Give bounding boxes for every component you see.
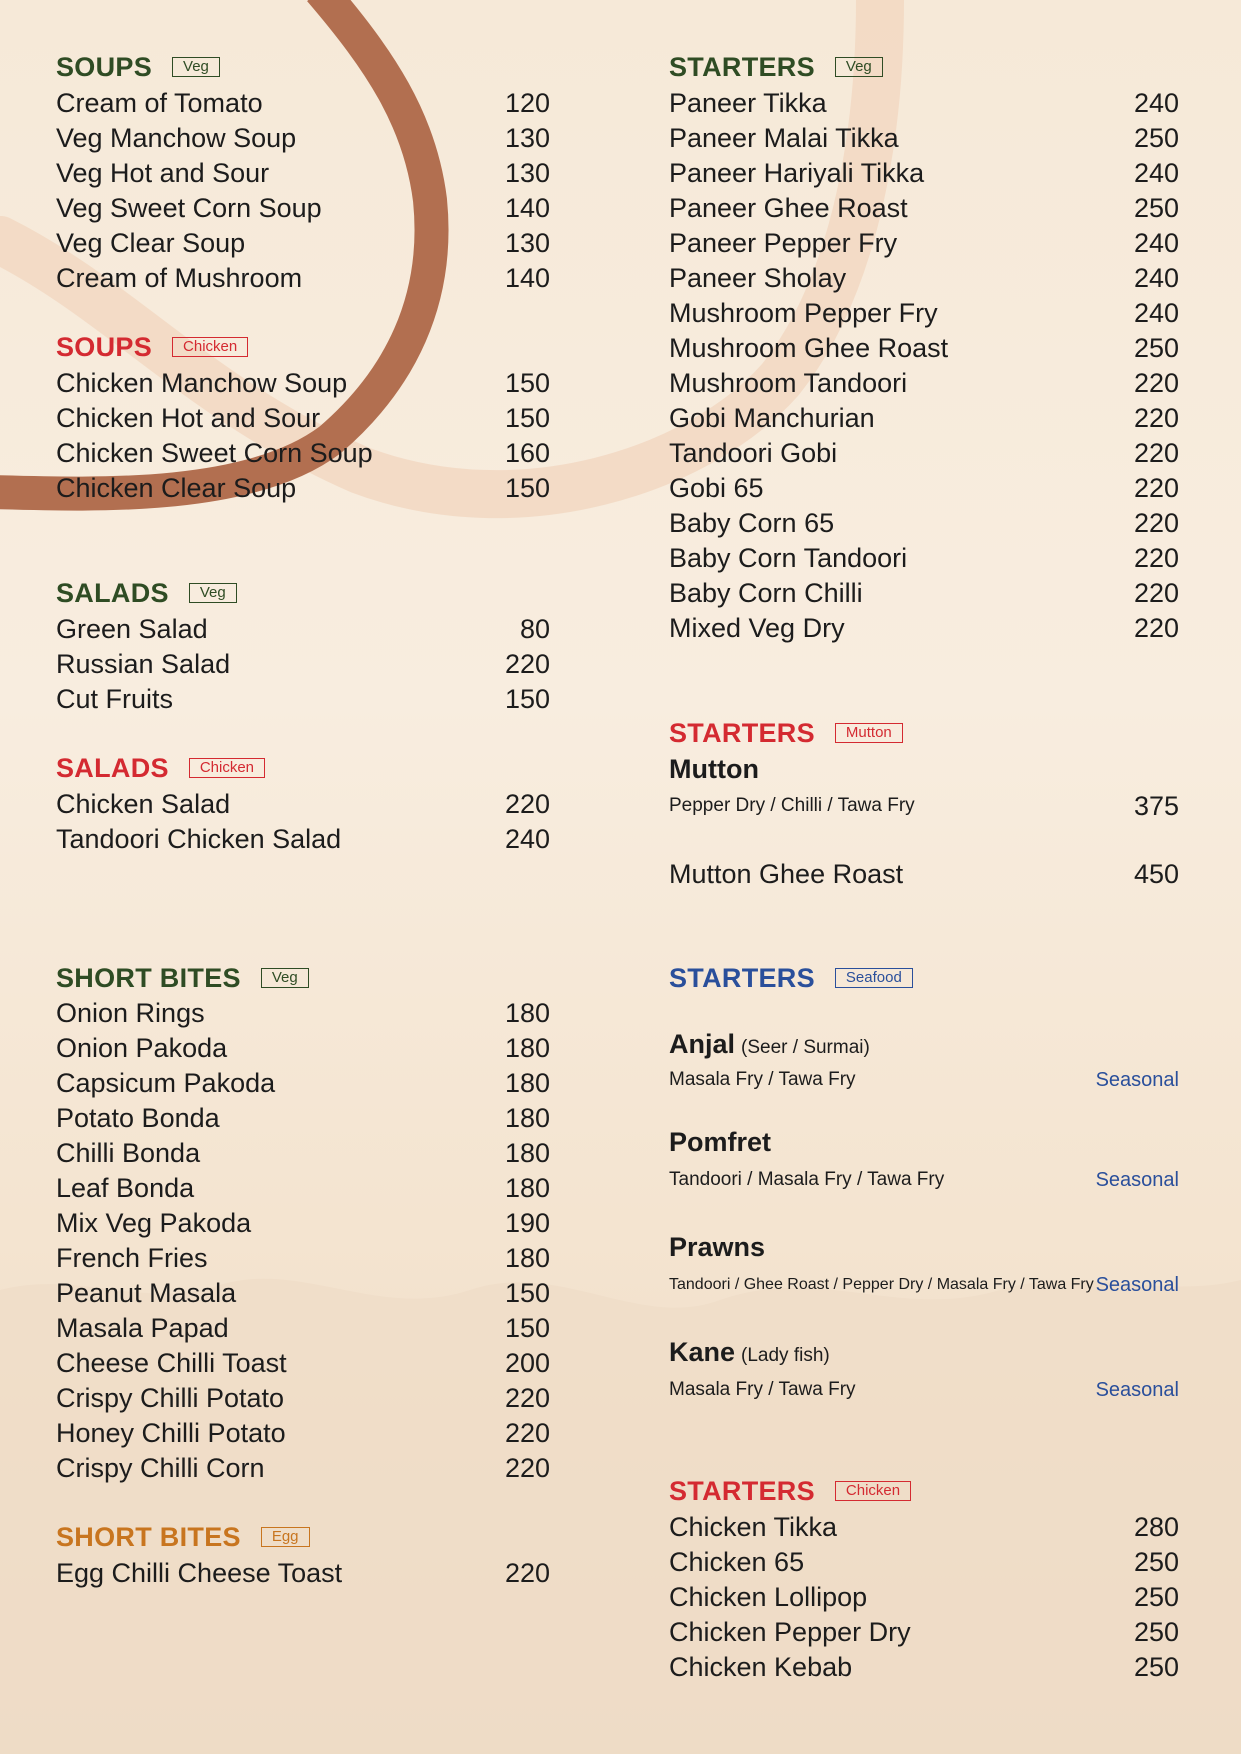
section-title: SOUPS xyxy=(56,52,153,82)
item-name: Leaf Bonda xyxy=(56,1173,195,1203)
mutton-tag: Mutton xyxy=(835,723,903,743)
section-heading-starters-mutton xyxy=(669,718,903,748)
item-price: 130 xyxy=(504,228,550,258)
item-name: Paneer Sholay xyxy=(669,263,847,293)
menu-item xyxy=(56,87,550,119)
item-price: 250 xyxy=(1133,1617,1179,1647)
menu-item xyxy=(56,472,550,504)
item-name: Paneer Pepper Fry xyxy=(669,228,898,258)
section-heading-starters-veg xyxy=(669,52,883,82)
item-name: Green Salad xyxy=(56,614,208,644)
fish-styles-pomfret xyxy=(669,1168,1179,1192)
item-price: 130 xyxy=(504,123,550,153)
menu-item xyxy=(56,1242,550,1274)
item-name: Egg Chilli Cheese Toast xyxy=(56,1558,343,1588)
item-name: Crispy Chilli Potato xyxy=(56,1383,285,1413)
menu-item xyxy=(56,683,550,715)
item-price: 250 xyxy=(1133,1547,1179,1577)
item-price: 140 xyxy=(504,263,550,293)
fish-name: Anjal xyxy=(669,1029,736,1059)
section-title: SALADS xyxy=(56,753,169,783)
item-name: Potato Bonda xyxy=(56,1103,220,1133)
menu-item xyxy=(669,1546,1179,1578)
item-price: 220 xyxy=(1133,543,1179,573)
item-name: Onion Rings xyxy=(56,998,205,1028)
item-price: 250 xyxy=(1133,123,1179,153)
item-price: 220 xyxy=(1133,578,1179,608)
menu-item xyxy=(56,367,550,399)
section-heading-soups-chicken xyxy=(56,332,248,362)
item-price: 450 xyxy=(1133,859,1179,889)
section-heading-short-bites-veg xyxy=(56,963,309,993)
menu-item xyxy=(56,1207,550,1239)
item-price: 240 xyxy=(1133,263,1179,293)
fish-price: Seasonal xyxy=(1095,1069,1179,1091)
item-price: 220 xyxy=(504,1383,550,1413)
menu-item xyxy=(669,612,1179,644)
item-price: 180 xyxy=(504,1068,550,1098)
item-price: 180 xyxy=(504,1103,550,1133)
menu-item xyxy=(56,1382,550,1414)
section-title: STARTERS xyxy=(669,718,815,748)
item-name: Capsicum Pakoda xyxy=(56,1068,276,1098)
item-name: Mixed Veg Dry xyxy=(669,613,845,643)
menu-item xyxy=(56,1032,550,1064)
item-name: Veg Sweet Corn Soup xyxy=(56,193,322,223)
item-price: 180 xyxy=(504,1033,550,1063)
item-name: Chicken Pepper Dry xyxy=(669,1617,911,1647)
fish-styles-prawns xyxy=(669,1273,1179,1297)
item-name: Chicken Clear Soup xyxy=(56,473,297,503)
item-name: Chicken Tikka xyxy=(669,1512,838,1542)
menu-item xyxy=(669,1581,1179,1613)
menu-item xyxy=(669,157,1179,189)
fish-name-kane xyxy=(669,1336,830,1372)
menu-item xyxy=(669,227,1179,259)
item-name: Masala Papad xyxy=(56,1313,229,1343)
fish-note: (Lady fish) xyxy=(741,1345,830,1366)
item-name: Chicken Salad xyxy=(56,789,231,819)
item-name: Mutton Ghee Roast xyxy=(669,859,904,889)
section-heading-salads-chicken xyxy=(56,753,265,783)
item-price: 220 xyxy=(504,1453,550,1483)
seafood-tag: Seafood xyxy=(835,968,913,988)
item-price: 80 xyxy=(519,614,550,644)
item-name: Chicken Lollipop xyxy=(669,1582,868,1612)
menu-item xyxy=(669,192,1179,224)
menu-item-mutton-styles xyxy=(669,791,1179,821)
fish-price: Seasonal xyxy=(1095,1169,1179,1191)
item-price: 240 xyxy=(504,824,550,854)
item-price: 240 xyxy=(1133,228,1179,258)
section-heading-salads-veg xyxy=(56,578,237,608)
menu-item xyxy=(56,1417,550,1449)
item-name: Onion Pakoda xyxy=(56,1033,228,1063)
item-price: 375 xyxy=(1133,791,1179,821)
item-name: Tandoori Chicken Salad xyxy=(56,824,342,854)
section-title: SHORT BITES xyxy=(56,1522,241,1552)
item-price: 250 xyxy=(1133,1652,1179,1682)
menu-item xyxy=(56,1172,550,1204)
item-name: Tandoori Gobi xyxy=(669,438,838,468)
item-name: Honey Chilli Potato xyxy=(56,1418,286,1448)
item-name: Paneer Malai Tikka xyxy=(669,123,899,153)
section-heading-short-bites-egg xyxy=(56,1522,310,1552)
veg-tag: Veg xyxy=(835,57,883,77)
menu-item xyxy=(56,648,550,680)
item-name: Cheese Chilli Toast xyxy=(56,1348,287,1378)
item-name: Cut Fruits xyxy=(56,684,174,714)
item-price: 180 xyxy=(504,998,550,1028)
section-title: SHORT BITES xyxy=(56,963,241,993)
menu-item xyxy=(56,823,550,855)
menu-item xyxy=(56,227,550,259)
item-name: French Fries xyxy=(56,1243,208,1273)
veg-tag: Veg xyxy=(261,968,309,988)
item-price: 220 xyxy=(504,1558,550,1588)
item-price: 140 xyxy=(504,193,550,223)
fish-styles: Tandoori / Masala Fry / Tawa Fry xyxy=(669,1169,945,1190)
item-name: Veg Manchow Soup xyxy=(56,123,297,153)
menu-item xyxy=(56,788,550,820)
item-price: 220 xyxy=(1133,613,1179,643)
item-price: 150 xyxy=(504,684,550,714)
item-name: Gobi Manchurian xyxy=(669,403,875,433)
fish-name: Pomfret xyxy=(669,1127,772,1157)
item-price: 150 xyxy=(504,403,550,433)
section-title: SALADS xyxy=(56,578,169,608)
item-name: Cream of Tomato xyxy=(56,88,263,118)
item-price: 120 xyxy=(504,88,550,118)
menu-item xyxy=(56,402,550,434)
item-name: Baby Corn Chilli xyxy=(669,578,863,608)
item-price: 180 xyxy=(504,1173,550,1203)
item-price: 160 xyxy=(504,438,550,468)
item-price: 250 xyxy=(1133,333,1179,363)
menu-item xyxy=(56,1312,550,1344)
item-price: 220 xyxy=(504,1418,550,1448)
item-price: 220 xyxy=(1133,438,1179,468)
fish-name: Kane xyxy=(669,1337,736,1367)
menu-item xyxy=(56,122,550,154)
chicken-tag: Chicken xyxy=(835,1481,911,1501)
item-name: Mushroom Tandoori xyxy=(669,368,908,398)
section-title: STARTERS xyxy=(669,52,815,82)
item-price: 150 xyxy=(504,473,550,503)
menu-item xyxy=(56,437,550,469)
item-price: 280 xyxy=(1133,1512,1179,1542)
item-name: Paneer Tikka xyxy=(669,88,827,118)
menu-item xyxy=(669,1651,1179,1683)
fish-styles: Tandoori / Ghee Roast / Pepper Dry / Masala Fry / Tawa Fry xyxy=(669,1276,1094,1293)
item-price: 150 xyxy=(504,368,550,398)
chicken-tag: Chicken xyxy=(172,337,248,357)
menu-item xyxy=(669,332,1179,364)
item-price: 180 xyxy=(504,1138,550,1168)
fish-styles: Masala Fry / Tawa Fry xyxy=(669,1379,856,1400)
menu-item xyxy=(56,1452,550,1484)
item-price: 220 xyxy=(1133,368,1179,398)
menu-item xyxy=(56,262,550,294)
item-price: 180 xyxy=(504,1243,550,1273)
fish-price: Seasonal xyxy=(1095,1274,1179,1296)
item-name: Gobi 65 xyxy=(669,473,764,503)
fish-styles-anjal xyxy=(669,1068,1179,1092)
fish-name-prawns xyxy=(669,1231,765,1263)
menu-item xyxy=(669,437,1179,469)
section-title: STARTERS xyxy=(669,963,815,993)
menu-item xyxy=(56,1067,550,1099)
section-title: SOUPS xyxy=(56,332,153,362)
item-name: Chicken Kebab xyxy=(669,1652,853,1682)
menu-item xyxy=(669,367,1179,399)
item-price: 240 xyxy=(1133,158,1179,188)
menu-item xyxy=(669,542,1179,574)
item-name: Baby Corn Tandoori xyxy=(669,543,908,573)
menu-item xyxy=(669,1511,1179,1543)
menu-item xyxy=(669,87,1179,119)
item-name: Peanut Masala xyxy=(56,1278,237,1308)
menu-item xyxy=(669,122,1179,154)
fish-name-anjal xyxy=(669,1028,870,1064)
menu-item xyxy=(669,262,1179,294)
item-price: 220 xyxy=(1133,473,1179,503)
item-name: Russian Salad xyxy=(56,649,231,679)
item-price: 240 xyxy=(1133,88,1179,118)
item-name: Crispy Chilli Corn xyxy=(56,1453,265,1483)
item-name: Chicken Sweet Corn Soup xyxy=(56,438,373,468)
fish-price: Seasonal xyxy=(1095,1379,1179,1401)
item-name: Cream of Mushroom xyxy=(56,263,303,293)
menu-item-mutton-ghee-roast xyxy=(669,858,1179,890)
item-name: Mix Veg Pakoda xyxy=(56,1208,252,1238)
menu-item xyxy=(669,577,1179,609)
item-price: 150 xyxy=(504,1278,550,1308)
item-price: 190 xyxy=(504,1208,550,1238)
item-name: Chicken Hot and Sour xyxy=(56,403,321,433)
section-heading-starters-chicken xyxy=(669,1476,911,1506)
veg-tag: Veg xyxy=(189,583,237,603)
egg-tag: Egg xyxy=(261,1527,310,1547)
item-name: Chicken 65 xyxy=(669,1547,805,1577)
menu-item xyxy=(669,472,1179,504)
menu-item xyxy=(56,997,550,1029)
chicken-tag: Chicken xyxy=(189,758,265,778)
fish-name-pomfret xyxy=(669,1126,771,1158)
item-price: 220 xyxy=(1133,403,1179,433)
item-price: 220 xyxy=(504,649,550,679)
menu-item xyxy=(56,613,550,645)
fish-styles-kane xyxy=(669,1378,1179,1402)
item-name: Mushroom Pepper Fry xyxy=(669,298,938,328)
fish-name: Prawns xyxy=(669,1232,766,1262)
item-name: Paneer Ghee Roast xyxy=(669,193,908,223)
mutton-heading: Mutton xyxy=(669,754,759,784)
item-price: 250 xyxy=(1133,193,1179,223)
fish-styles: Masala Fry / Tawa Fry xyxy=(669,1069,856,1090)
menu-item xyxy=(669,402,1179,434)
menu-item xyxy=(56,1557,550,1589)
section-heading-soups-veg xyxy=(56,52,220,82)
veg-tag: Veg xyxy=(172,57,220,77)
menu-item xyxy=(669,1616,1179,1648)
item-name: Paneer Hariyali Tikka xyxy=(669,158,925,188)
item-price: 220 xyxy=(1133,508,1179,538)
menu-item xyxy=(669,297,1179,329)
item-name: Baby Corn 65 xyxy=(669,508,835,538)
item-price: 240 xyxy=(1133,298,1179,328)
item-name: Mushroom Ghee Roast xyxy=(669,333,949,363)
item-name: Chilli Bonda xyxy=(56,1138,201,1168)
menu-item xyxy=(56,1347,550,1379)
item-price: 220 xyxy=(504,789,550,819)
menu-item xyxy=(56,157,550,189)
item-price: 250 xyxy=(1133,1582,1179,1612)
menu-item xyxy=(56,1137,550,1169)
menu-item xyxy=(669,507,1179,539)
menu-item xyxy=(56,192,550,224)
menu-item xyxy=(56,1102,550,1134)
item-price: 200 xyxy=(504,1348,550,1378)
menu-item xyxy=(56,1277,550,1309)
item-name: Chicken Manchow Soup xyxy=(56,368,348,398)
item-price: 150 xyxy=(504,1313,550,1343)
item-name: Veg Hot and Sour xyxy=(56,158,270,188)
fish-note: (Seer / Surmai) xyxy=(741,1037,870,1058)
item-price: 130 xyxy=(504,158,550,188)
item-name: Veg Clear Soup xyxy=(56,228,246,258)
item-styles: Pepper Dry / Chilli / Tawa Fry xyxy=(669,795,915,816)
section-heading-starters-seafood xyxy=(669,963,913,993)
section-title: STARTERS xyxy=(669,1476,815,1506)
